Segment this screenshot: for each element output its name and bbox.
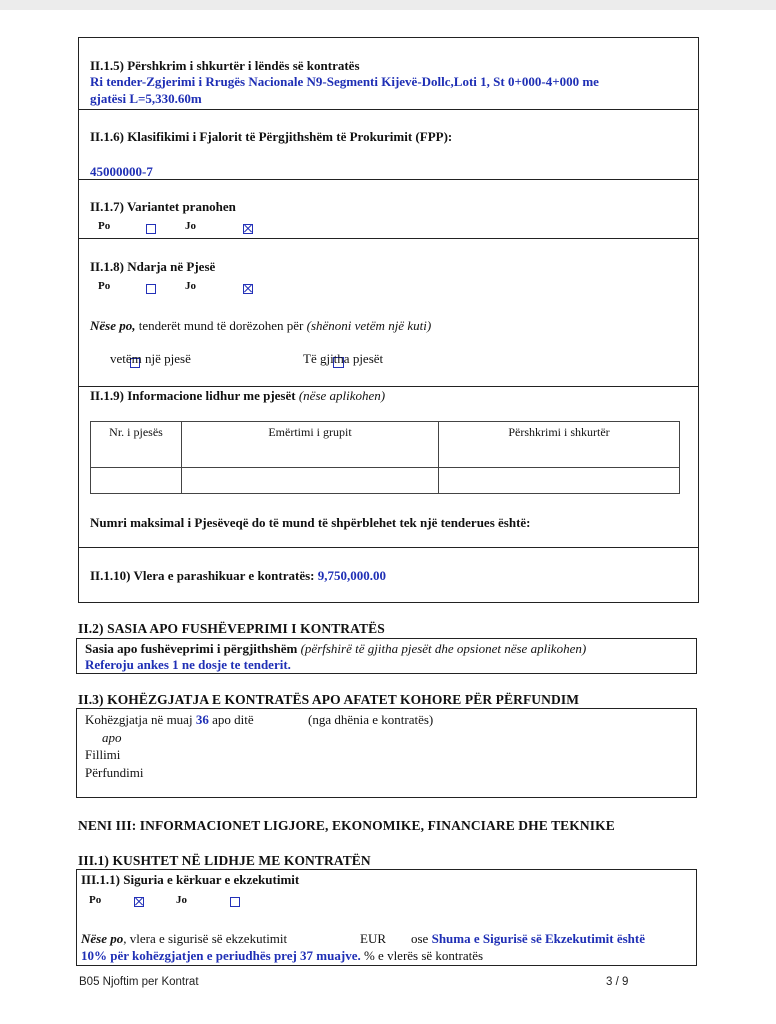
section-ii-2-box [76,638,697,674]
lots-table-cell-description[interactable] [439,468,680,494]
security-ose: ose [411,931,432,946]
variants-jo-checkbox-checked[interactable] [243,224,253,234]
security-po-checkbox-checked[interactable] [134,897,144,907]
section-ii-1-8-title: II.1.8) Ndarja në Pjesë [90,259,216,274]
variants-jo-label: Jo [185,220,196,232]
all-lots-label: Të gjitha pjesët [303,351,384,366]
security-jo-checkbox[interactable] [230,897,240,907]
lots-jo-label: Jo [185,280,196,292]
duration-line [85,712,254,728]
duration-paren: (nga dhënia e kontratës) [308,712,434,727]
start-label: Fillimi [85,747,121,762]
section-ii-1-9-title-paren: (nëse aplikohen) [295,388,386,403]
section-ii-2-heading: II.2) SASIA APO FUSHËVEPRIMI I KONTRATËS [78,621,385,636]
variants-po-label: Po [98,220,111,232]
top-edge [0,0,776,10]
security-jo-label: Jo [176,894,187,906]
security-amount-blue-2: 10% për kohëzgjatjen e periudhës prej 37 muajve. [81,948,361,963]
section-ii-1-5-title: II.1.5) Përshkrim i shkurtër i lëndës së kontratës [90,58,360,73]
lots-table-header-description: Përshkrimi i shkurtër [439,422,680,468]
section-ii-1-9-title [90,388,385,404]
estimated-value-label: II.1.10) Vlera e parashikuar e kontratës: [90,568,318,583]
section-ii-1-6-title: II.1.6) Klasifikimi i Fjalorit të Përgjithshëm të Prokurimit (FPP): [90,129,453,144]
security-currency: EUR [360,931,386,946]
estimated-value-amount: 9,750,000.00 [317,568,386,583]
lots-po-checkbox[interactable] [146,284,156,294]
section-ii-1-6 [79,109,698,179]
lots-note-paren: (shënoni vetëm një kuti) [306,318,432,333]
duration-prefix: Kohëzgjatja në muaj [85,712,196,727]
security-amount-blue-1: Shuma e Sigurisë së Ekzekutimit është [431,931,646,946]
security-po-label: Po [89,894,102,906]
section-ii-1-9-title-text: II.1.9) Informacione lidhur me pjesët [90,388,296,403]
neni-iii-heading: NENI III: INFORMACIONET LIGJORE, EKONOMIKE, FINANCIARE DHE TEKNIKE [78,818,615,833]
section-ii-3-box [76,708,697,798]
lots-table-cell-nr[interactable] [91,468,182,494]
lots-note-text: tenderët mund të dorëzohen për [135,318,307,333]
lots-table-cell-group[interactable] [182,468,439,494]
variants-po-checkbox[interactable] [146,224,156,234]
estimated-value [90,568,386,584]
security-required-title: III.1.1) Siguria e kërkuar e ekzekutimit [81,872,300,887]
cpv-code: 45000000-7 [90,164,153,179]
section-iii-1-heading: III.1) KUSHTET NË LIDHJE ME KONTRATËN [78,853,371,868]
scope-line1 [85,641,586,657]
scope-line1-paren: (përfshirë të gjitha pjesët dhe opsionet nëse aplikohen) [300,641,587,656]
lots-note [90,318,431,334]
lots-note-prefix: Nëse po, [90,318,136,333]
section-ii-1-7 [79,179,698,238]
one-lot-label: vetëm një pjesë [110,351,191,366]
security-amount-line1 [81,931,287,947]
section-ii-1-8 [79,238,698,386]
security-nese-po: Nëse po [81,931,124,946]
security-text: , vlera e sigurisë së ekzekutimit [123,931,288,946]
duration-apo: apo [102,730,122,745]
footer-form-name: B05 Njoftim per Kontrat [79,976,199,988]
section-ii-1-9 [79,386,698,548]
security-amount-line2 [81,948,483,964]
contract-description-line2: gjatësi L=5,330.60m [90,91,202,106]
lots-jo-checkbox-checked[interactable] [243,284,253,294]
end-label: Përfundimi [85,765,144,780]
section-iii-1-box [76,869,697,966]
section-ii-1-5 [79,37,698,109]
lots-table-header-group: Emërtimi i grupit [182,422,439,468]
max-lots-text: Numri maksimal i Pjesëveqë do të mund të shpërblehet tek një tenderues është: [90,515,531,530]
security-amount-note [411,931,645,947]
section-ii-1-10 [79,547,698,601]
duration-suffix: apo ditë [208,712,254,727]
section-ii1-box [78,37,699,603]
contract-description-line1: Ri tender-Zgjerimi i Rrugës Nacionale N9-Segmenti Kijevë-Dollc,Loti 1, St 0+000-4+000 me [90,74,599,89]
scope-line1-text: Sasia apo fushëveprimi i përgjithshëm [85,641,301,656]
duration-months-value: 36 [195,712,209,727]
lots-table [90,421,680,494]
security-amount-tail: % e vlerës së kontratës [360,948,484,963]
lots-table-header-nr: Nr. i pjesës [91,422,182,468]
scope-reference: Referoju ankes 1 ne dosje te tenderit. [85,657,291,672]
footer-page-number: 3 / 9 [606,976,629,988]
section-ii-1-7-title: II.1.7) Variantet pranohen [90,199,236,214]
section-ii-3-heading: II.3) KOHËZGJATJA E KONTRATËS APO AFATET KOHORE PËR PËRFUNDIM [78,692,580,707]
lots-po-label: Po [98,280,111,292]
